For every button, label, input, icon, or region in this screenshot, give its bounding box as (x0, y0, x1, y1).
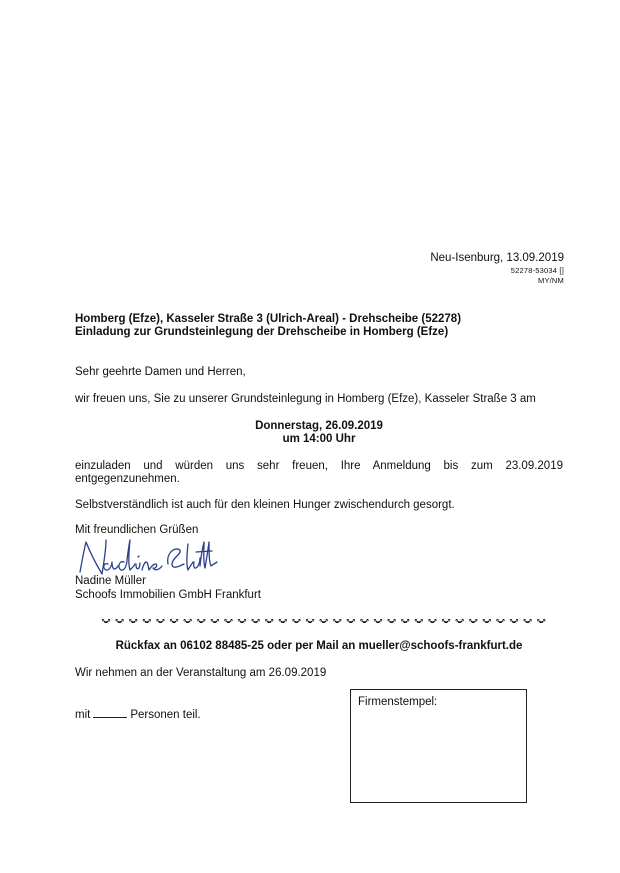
signer-company: Schoofs Immobilien GmbH Frankfurt (75, 589, 261, 601)
scissors-mark (238, 619, 246, 623)
scissors-mark (251, 619, 259, 623)
salutation: Sehr geehrte Damen und Herren, (75, 366, 246, 378)
scissors-mark (265, 619, 273, 623)
scissors-mark (401, 619, 409, 623)
scissors-mark (469, 619, 477, 623)
scissors-mark (428, 619, 436, 623)
persons-suffix: Personen teil. (130, 709, 201, 721)
scissors-mark (347, 619, 355, 623)
scissors-icon (100, 617, 550, 627)
handwritten-signature (72, 536, 222, 580)
scissors-mark (143, 619, 151, 623)
scissors-mark (333, 619, 341, 623)
scissors-mark (102, 619, 110, 623)
scissors-mark (455, 619, 463, 623)
reply-fax-line: Rückfax an 06102 88485-25 oder per Mail an mueller@schoofs-frankfurt.de (115, 640, 523, 652)
persons-count-field[interactable] (93, 707, 127, 718)
signer-name: Nadine Müller (75, 575, 146, 587)
persons-prefix: mit (75, 709, 91, 721)
scissors-mark (496, 619, 504, 623)
scissors-mark (374, 619, 382, 623)
scissors-mark (183, 619, 191, 623)
subject-line-2: Einladung zur Grundsteinlegung der Drehscheibe in Homberg (Efze) (75, 326, 449, 338)
scissors-mark (319, 619, 327, 623)
snack-note: Selbstverständlich ist auch für den kleinen Hunger zwischendurch gesorgt. (75, 499, 455, 511)
scissors-mark (537, 619, 545, 623)
scissors-mark (483, 619, 491, 623)
subject-line-1: Homberg (Efze), Kasseler Straße 3 (Ulrich-Areal) - Drehscheibe (52278) (75, 313, 462, 325)
scissors-mark (197, 619, 205, 623)
invite-line-2: entgegenzunehmen. (75, 473, 180, 485)
scissors-mark (224, 619, 232, 623)
stamp-label: Firmenstempel: (358, 696, 438, 708)
initials: MY/NM (538, 276, 564, 285)
scissors-mark (442, 619, 450, 623)
closing: Mit freundlichen Grüßen (75, 524, 199, 536)
participation-text: Wir nehmen an der Veranstaltung am 26.09.2019 (75, 667, 327, 679)
scissors-mark (170, 619, 178, 623)
reference-number: 52278-53034 [] (510, 266, 564, 275)
place-date: Neu-Isenburg, 13.09.2019 (430, 252, 564, 264)
scissors-mark (510, 619, 518, 623)
scissors-mark (523, 619, 531, 623)
invite-line-1: einzuladen und würden uns sehr freuen, Ihre Anmeldung bis zum 23.09.2019 (75, 460, 563, 472)
event-date: Donnerstag, 26.09.2019 (255, 420, 383, 432)
scissors-mark (211, 619, 219, 623)
company-stamp-box (350, 689, 527, 803)
persons-line (75, 707, 201, 721)
event-time: um 14:00 Uhr (282, 433, 356, 445)
scissors-mark (387, 619, 395, 623)
scissors-mark (415, 619, 423, 623)
intro-text: wir freuen uns, Sie zu unserer Grundsteinlegung in Homberg (Efze), Kasseler Straße 3 am (75, 393, 536, 405)
scissors-mark (115, 619, 123, 623)
scissors-mark (306, 619, 314, 623)
scissors-mark (279, 619, 287, 623)
scissors-mark (156, 619, 164, 623)
scissors-mark (360, 619, 368, 623)
scissors-mark (292, 619, 300, 623)
scissors-mark (129, 619, 137, 623)
